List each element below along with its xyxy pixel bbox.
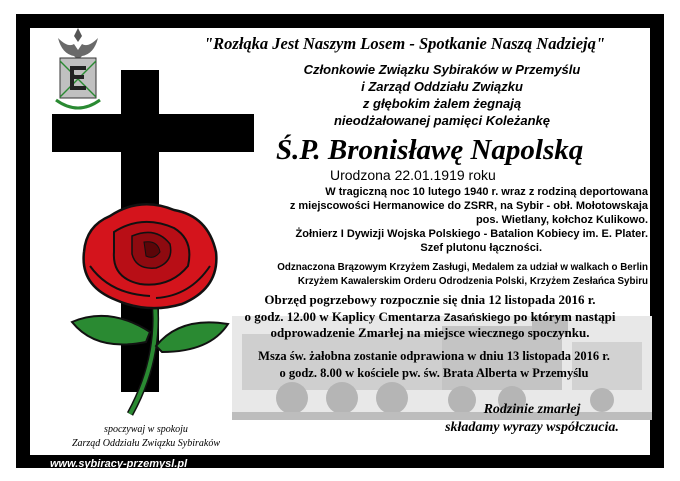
mass-line-1: Msza św. żałobna zostanie odprawiona w dniu 13 listopada 2016 r. — [258, 349, 610, 363]
motto-quote: "Rozłąka Jest Naszym Losem - Spotkanie Naszą Nadzieją" — [204, 34, 606, 53]
funeral-line-2 — [210, 309, 650, 325]
funeral-line-1: Obrzęd pogrzebowy rozpocznie się dnia 12 listopada 2016 r. — [264, 292, 596, 307]
funeral-chapel-text: o godz. 12.00 w Kaplicy Cmentarza — [244, 309, 441, 324]
condolence-line-1: Rodzinie zmarłej — [483, 402, 581, 417]
bio-line-3: pos. Wietlany, kołchoz Kulikowo. — [475, 214, 648, 226]
rip-line-2: Zarząd Oddziału Związku Sybiraków — [71, 438, 221, 449]
deceased-name: Ś.P. Bronisławę Napolską — [276, 134, 584, 166]
intro-line-2: i Zarząd Oddziału Związku — [361, 79, 523, 94]
website-link[interactable]: www.sybiracy-przemysl.pl — [50, 458, 188, 470]
mass-line-2: o godz. 8.00 w kościele pw. św. Brata Alberta w Przemyślu — [279, 366, 589, 380]
birth-date: Urodzona 22.01.1919 roku — [330, 167, 496, 183]
cross-horizontal-bar — [52, 114, 254, 152]
awards-line-2: Krzyżem Kawalerskim Orderu Odrodzenia Polski, Krzyżem Zesłańca Sybiru — [297, 276, 648, 287]
intro-line-4: nieodżałowanej pamięci Koleżankę — [333, 113, 550, 128]
condolence-line-2: składamy wyrazy współczucia. — [445, 420, 619, 435]
rip-line-1: spoczywaj w spokoju — [104, 424, 188, 435]
awards-line-1: Odznaczona Brązowym Krzyżem Zasługi, Medalem za udział w walkach o Berlin — [277, 262, 648, 273]
intro-line-3: z głębokim żalem żegnają — [362, 96, 522, 111]
cemetery-name: Zasańskiego — [443, 312, 511, 324]
funeral-after-text: po którym nastąpi — [513, 309, 616, 324]
bio-line-5: Szef plutonu łączności. — [420, 242, 542, 254]
funeral-line-3: odprowadzenie Zmarłej na miejsce wiecznego spoczynku. — [270, 325, 590, 340]
bio-line-4: Żołnierz I Dywizji Wojska Polskiego - Batalion Kobiecy im. E. Plater. — [295, 228, 648, 240]
red-rose-illustration — [70, 196, 230, 422]
sybiracy-emblem-icon — [52, 26, 104, 112]
bio-line-1: W tragiczną noc 10 lutego 1940 r. wraz z rodziną deportowana — [325, 186, 648, 198]
bio-line-2: z miejscowości Hermanowice do ZSRR, na Sybir - obł. Mołotowskaja — [289, 200, 648, 212]
intro-line-1: Członkowie Związku Sybiraków w Przemyślu — [303, 62, 581, 77]
